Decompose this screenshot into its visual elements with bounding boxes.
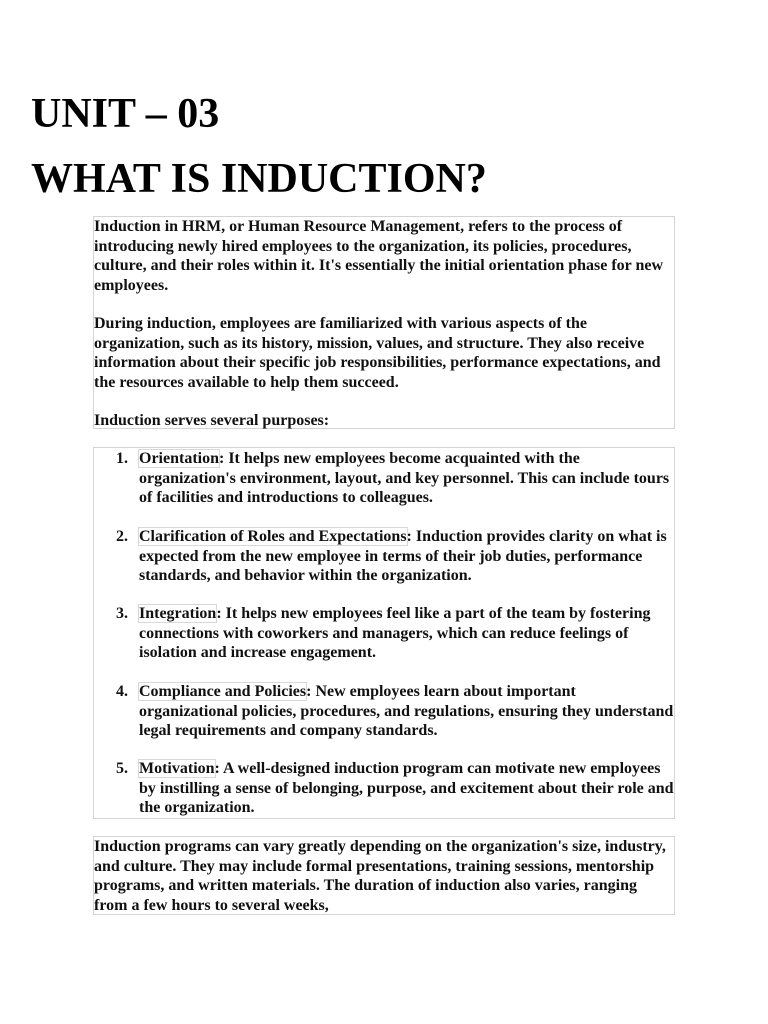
unit-heading: UNIT – 03: [31, 91, 220, 137]
list-item-description: : It helps new employees feel like a part of the team by fostering connections with coworkers and managers, which can reduce feelings of isolation and increase engagement.: [139, 605, 651, 661]
list-item-text: [139, 682, 678, 741]
list-item-term: Clarification of Roles and Expectations: [139, 528, 407, 545]
list-item-term: Integration: [139, 605, 217, 622]
list-item-text: [139, 759, 678, 818]
list-item-description: : A well-designed induction program can motivate new employees by instilling a sense of belonging, purpose, and excitement about their role and the organization.: [139, 760, 674, 816]
intro-paragraph-2: During induction, employees are familiarized with various aspects of the organization, such as its history, mission, values, and structure. They also receive information about their specific job responsibilities, performance expectations, and the resources available to help them succeed.: [94, 315, 661, 391]
list-item-term: Motivation: [139, 760, 215, 777]
intro-paragraph-3: Induction serves several purposes:: [94, 412, 330, 429]
list-item-term: Compliance and Policies: [139, 683, 307, 700]
intro-section: [93, 216, 675, 429]
page-title: WHAT IS INDUCTION?: [31, 156, 487, 202]
list-item-number: 1.: [116, 450, 128, 467]
list-item-description: : It helps new employees become acquainted with the organization's environment, layout, and key personnel. This can include tours of facilities and introductions to colleagues.: [139, 450, 670, 506]
list-item-term: Orientation: [139, 450, 219, 467]
list-item-description: : Induction provides clarity on what is expected from the new employee in terms of their job duties, performance standards, and behavior within the organization.: [139, 528, 667, 584]
list-item-number: 4.: [116, 683, 128, 700]
list-item-text: [139, 604, 678, 663]
closing-section: [93, 836, 675, 915]
list-item-text: [139, 449, 678, 508]
list-item-description: : New employees learn about important organizational policies, procedures, and regulations, ensuring they understand legal requirements and company standards.: [139, 683, 674, 739]
closing-paragraph: Induction programs can vary greatly depending on the organization's size, industry, and culture. They may include formal presentations, training sessions, mentorship programs, and written materials. The duration of induction also varies, ranging from a few hours to several weeks,: [94, 838, 666, 914]
purposes-section: [93, 447, 675, 819]
list-item-number: 3.: [116, 605, 128, 622]
list-item-number: 2.: [116, 528, 128, 545]
list-item-text: [139, 527, 678, 586]
intro-paragraph-1: Induction in HRM, or Human Resource Management, refers to the process of introducing newly hired employees to the organization, its policies, procedures, culture, and their roles within it. It's essentially the initial orientation phase for new employees.: [94, 218, 664, 294]
list-item-number: 5.: [116, 760, 128, 777]
